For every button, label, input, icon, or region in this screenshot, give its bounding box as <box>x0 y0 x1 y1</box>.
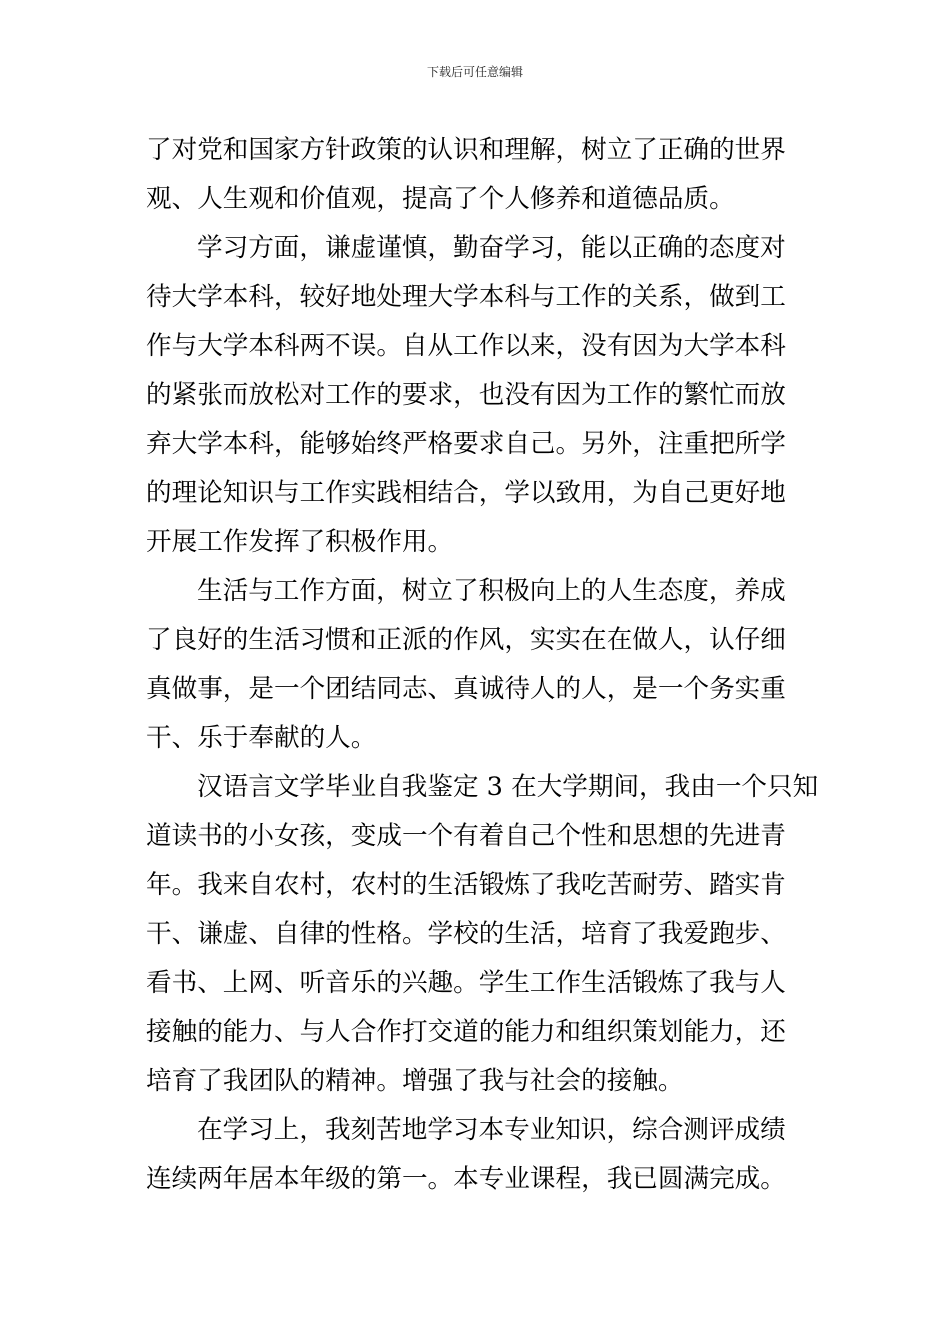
text-line: 接触的能力、与人合作打交道的能力和组织策划能力，还 <box>146 1017 786 1047</box>
text-line: 弃大学本科，能够始终严格要求自己。另外，注重把所学 <box>146 429 786 459</box>
paragraph-5 <box>146 1106 806 1204</box>
text-line: 生活与工作方面，树立了积极向上的人生态度，养成 <box>197 576 786 606</box>
text-line: 干、谦虚、自律的性格。学校的生活，培育了我爱跑步、 <box>146 919 786 949</box>
text-line: 了对党和国家方针政策的认识和理解，树立了正确的世界 <box>146 135 786 165</box>
page-header: 下载后可任意编辑 <box>426 65 523 79</box>
text-line: 的理论知识与工作实践相结合，学以致用，为自己更好地 <box>146 478 786 508</box>
text-line: 干、乐于奉献的人。 <box>146 723 377 753</box>
text-line: 连续两年居本年级的第一。本专业课程，我已圆满完成。 <box>146 1164 786 1194</box>
text-line: 汉语言文学毕业自我鉴定 3 在大学期间，我由一个只知 <box>197 772 819 802</box>
text-line: 道读书的小女孩，变成一个有着自己个性和思想的先进青 <box>146 821 786 851</box>
text-line: 学习方面，谦虚谨慎，勤奋学习，能以正确的态度对 <box>197 233 786 263</box>
paragraph-2 <box>146 224 806 567</box>
text-line: 开展工作发挥了积极作用。 <box>146 527 454 557</box>
text-line: 观、人生观和价值观，提高了个人修养和道德品质。 <box>146 184 735 214</box>
text-line: 真做事，是一个团结同志、真诚待人的人，是一个务实重 <box>146 674 786 704</box>
paragraph-4 <box>146 763 819 1106</box>
text-line: 待大学本科，较好地处理大学本科与工作的关系，做到工 <box>146 282 786 312</box>
text-line: 在学习上，我刻苦地学习本专业知识，综合测评成绩 <box>197 1115 786 1145</box>
text-line: 的紧张而放松对工作的要求，也没有因为工作的繁忙而放 <box>146 380 786 410</box>
text-line: 了良好的生活习惯和正派的作风，实实在在做人，认仔细 <box>146 625 786 655</box>
text-line: 看书、上网、听音乐的兴趣。学生工作生活锻炼了我与人 <box>146 968 786 998</box>
text-line: 培育了我团队的精神。增强了我与社会的接触。 <box>146 1066 684 1096</box>
text-line: 年。我来自农村，农村的生活锻炼了我吃苦耐劳、踏实肯 <box>146 870 786 900</box>
text-line: 作与大学本科两不误。自从工作以来，没有因为大学本科 <box>146 331 786 361</box>
paragraph-1 <box>146 126 806 224</box>
paragraph-3 <box>146 567 806 763</box>
document-body <box>146 126 819 1204</box>
